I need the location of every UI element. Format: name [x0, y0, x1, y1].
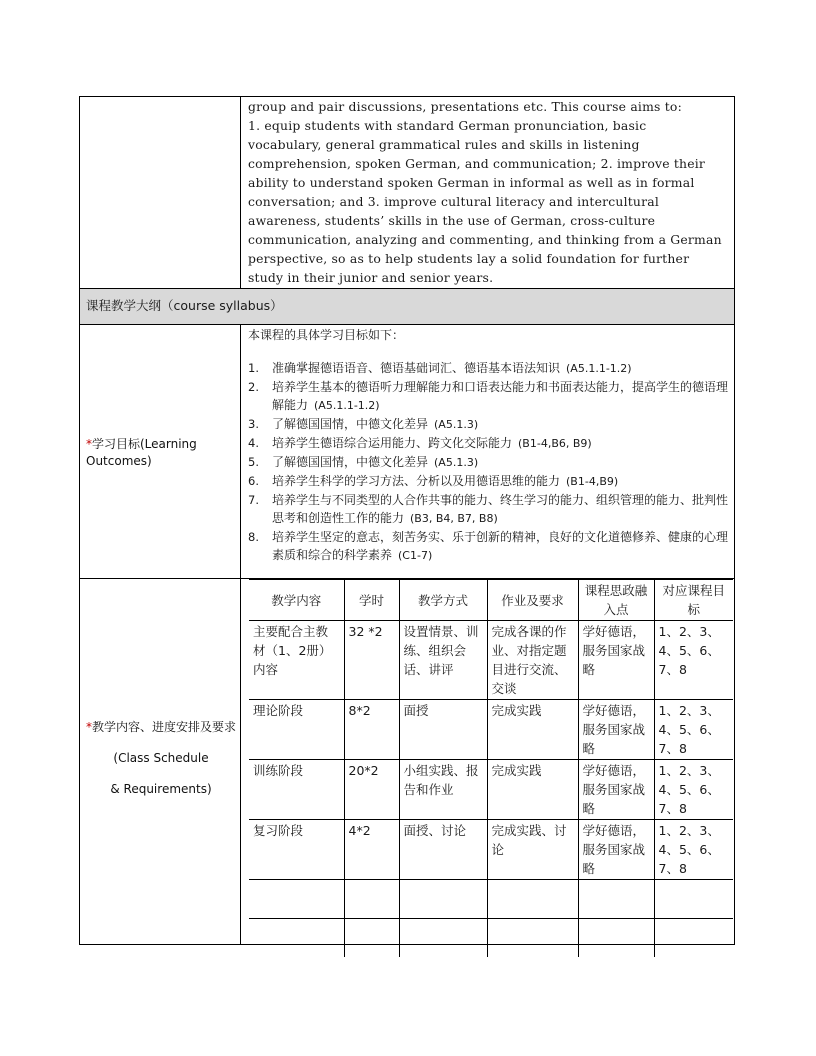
- learning-outcomes-label: [86, 436, 236, 470]
- column-header: 课程思政融入点: [578, 579, 654, 621]
- table-row: [249, 621, 733, 700]
- column-header: 作业及要求: [487, 579, 578, 621]
- table-cell: 1、2、3、4、5、6、7、8: [654, 621, 733, 700]
- outcome-number: 2.: [248, 380, 259, 394]
- outcome-number: 8.: [248, 530, 259, 544]
- table-row-empty: [249, 880, 733, 919]
- outcome-code: (B1-4,B9): [566, 475, 619, 488]
- outcome-number: 7.: [248, 493, 259, 507]
- outcome-item: [248, 453, 730, 472]
- column-divider: [240, 96, 241, 945]
- table-cell: 4*2: [344, 820, 399, 880]
- table-cell: [399, 880, 487, 919]
- description-line: ability to understand spoken German in informal as well as in formal: [248, 175, 695, 190]
- table-cell: 学好德语，服务国家战略: [578, 820, 654, 880]
- table-row: [249, 700, 733, 760]
- table-cell: 1、2、3、4、5、6、7、8: [654, 700, 733, 760]
- table-cell: 复习阶段: [249, 820, 344, 880]
- table-cell: [344, 919, 399, 958]
- schedule-label-en-1: (Class Schedule: [113, 751, 209, 765]
- table-row-empty: [249, 919, 733, 958]
- outcome-code: (C1-7): [398, 549, 433, 562]
- schedule-label-cn-text: 教学内容、进度安排及要求: [91, 720, 236, 734]
- table-cell: [578, 919, 654, 958]
- outcomes-intro: 本课程的具体学习目标如下：: [248, 328, 405, 342]
- table-cell: 完成实践: [487, 700, 578, 760]
- table-cell: 训练阶段: [249, 760, 344, 820]
- table-cell: [654, 919, 733, 958]
- description-line: vocabulary, general grammatical rules and skills in listening: [248, 137, 640, 152]
- outcome-text: 培养学生与不同类型的人合作共事的能力、终生学习的能力、组织管理的能力、批判性思考和创造性工作的能力: [272, 493, 729, 525]
- outcome-text: 培养学生德语综合运用能力、跨文化交际能力: [272, 436, 513, 450]
- outcomes-list: [248, 359, 730, 565]
- description-line: awareness, students’ skills in the use of German, cross-culture: [248, 213, 656, 228]
- table-cell: 完成实践、讨论: [487, 820, 578, 880]
- row-divider: [79, 324, 735, 325]
- outcome-number: 4.: [248, 436, 259, 450]
- description-line: 1. equip students with standard German pronunciation, basic: [248, 118, 647, 133]
- column-header: 教学方式: [399, 579, 487, 621]
- table-cell: 8*2: [344, 700, 399, 760]
- description-line: conversation; and 3. improve cultural literacy and intercultural: [248, 194, 659, 209]
- table-cell: [578, 880, 654, 919]
- outcome-code: (A5.1.3): [434, 418, 479, 431]
- learning-outcomes-label-text: 学习目标(Learning Outcomes): [86, 437, 197, 468]
- outcome-code: (B3, B4, B7, B8): [410, 512, 498, 525]
- outcome-number: 6.: [248, 474, 259, 488]
- table-cell: 完成各课的作业、对指定题目进行交流、交谈: [487, 621, 578, 700]
- table-cell: [249, 880, 344, 919]
- outcome-item: [248, 528, 730, 565]
- table-cell: 32 *2: [344, 621, 399, 700]
- table-cell: 小组实践、报告和作业: [399, 760, 487, 820]
- table-row: [249, 820, 733, 880]
- table-cell: [399, 919, 487, 958]
- schedule-label-cn: [84, 712, 238, 743]
- outcome-number: 1.: [248, 361, 259, 375]
- outcome-text: 准确掌握德语语音、德语基础词汇、德语基本语法知识: [272, 361, 561, 375]
- outcome-item: [248, 434, 730, 453]
- schedule-label-en-2: & Requirements): [110, 782, 212, 796]
- table-cell: 设置情景、训练、组织会话、讲评: [399, 621, 487, 700]
- table-cell: 学好德语，服务国家战略: [578, 621, 654, 700]
- table-cell: [487, 880, 578, 919]
- table-cell: 1、2、3、4、5、6、7、8: [654, 760, 733, 820]
- outcome-item: [248, 472, 730, 491]
- description-line: comprehension, spoken German, and communication; 2. improve their: [248, 156, 706, 171]
- outcome-number: 3.: [248, 417, 259, 431]
- outcome-item: [248, 491, 730, 528]
- syllabus-title: 课程教学大纲（course syllabus）: [86, 298, 283, 313]
- column-header: 对应课程目标: [654, 579, 733, 621]
- table-cell: 学好德语，服务国家战略: [578, 760, 654, 820]
- table-cell: [249, 919, 344, 958]
- outcome-number: 5.: [248, 455, 259, 469]
- table-cell: 面授: [399, 700, 487, 760]
- table-cell: 主要配合主教材（1、2册）内容: [249, 621, 344, 700]
- outcome-item: [248, 359, 730, 378]
- outcome-code: (A5.1.1-1.2): [314, 399, 380, 412]
- outcome-item: [248, 415, 730, 434]
- outcome-code: (A5.1.1-1.2): [566, 362, 632, 375]
- description-line: group and pair discussions, presentations etc. This course aims to:: [248, 99, 682, 114]
- outcome-code: (B1-4,B6, B9): [518, 437, 592, 450]
- table-header-row: [249, 579, 733, 621]
- outcome-text: 了解德国国情，中德文化差异: [272, 455, 429, 469]
- outcome-text: 培养学生科学的学习方法、分析以及用德语思维的能力: [272, 474, 561, 488]
- description-line: communication, analyzing and commenting, and thinking from a German: [248, 232, 722, 247]
- description-line: study in their junior and senior years.: [248, 270, 494, 285]
- outcome-code: (A5.1.3): [434, 456, 479, 469]
- table-cell: 理论阶段: [249, 700, 344, 760]
- outcome-text: 了解德国国情，中德文化差异: [272, 417, 429, 431]
- schedule-label: [84, 712, 238, 805]
- table-cell: 1、2、3、4、5、6、7、8: [654, 820, 733, 880]
- table-cell: 学好德语，服务国家战略: [578, 700, 654, 760]
- required-marker: *: [85, 720, 92, 734]
- table-cell: 完成实践: [487, 760, 578, 820]
- outcome-text: 培养学生基本的德语听力理解能力和口语表达能力和书面表达能力，提高学生的德语理解能力: [272, 380, 729, 412]
- description-line: perspective, so as to help students lay a solid foundation for further: [248, 251, 690, 266]
- column-header: 学时: [344, 579, 399, 621]
- column-header: 教学内容: [249, 579, 344, 621]
- table-row: [249, 760, 733, 820]
- course-description: [248, 97, 732, 287]
- table-cell: 20*2: [344, 760, 399, 820]
- schedule-table: [249, 578, 733, 957]
- outcome-text: 培养学生坚定的意志，刻苦务实、乐于创新的精神，良好的文化道德修养、健康的心理素质和综合的科学素养: [272, 530, 729, 562]
- table-cell: [654, 880, 733, 919]
- outcome-item: [248, 378, 730, 415]
- table-cell: [487, 919, 578, 958]
- table-cell: [344, 880, 399, 919]
- table-cell: 面授、讨论: [399, 820, 487, 880]
- required-marker: *: [86, 437, 92, 451]
